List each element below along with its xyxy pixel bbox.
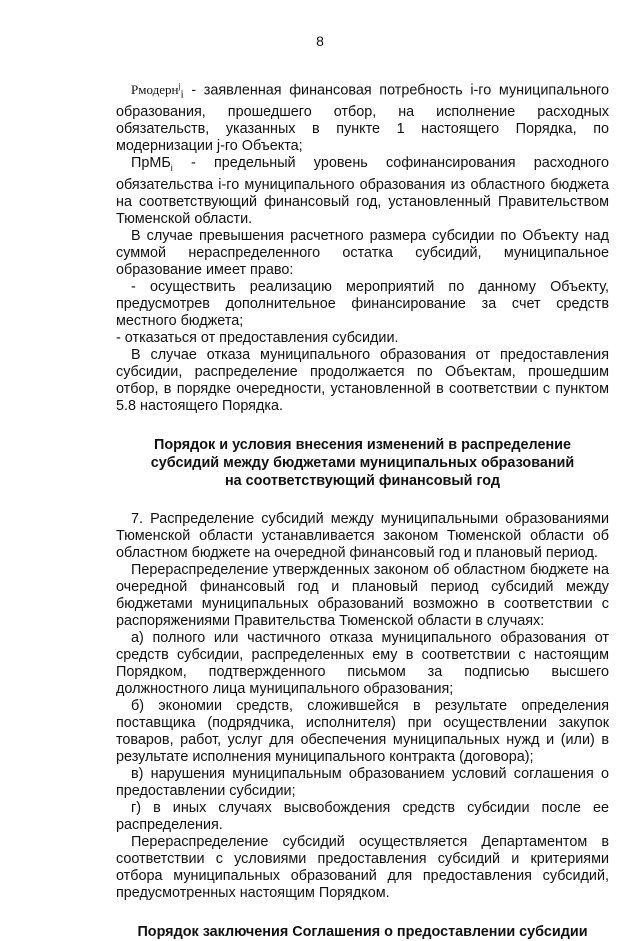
paragraph-excess-case: В случае превышения расчетного размера субсидии по Объекту над суммой нераспределенного остатка субсидий, муниципальное образование имеет право:	[116, 227, 609, 278]
paragraph-redistribution: Перераспределение утвержденных законом об областном бюджете на очередной финансовый год и плановый период субсидий между бюджетами муниципальных образований возможно в соответствии с распоряжениями Правительства Тюменской области в случаях:	[116, 561, 609, 629]
section-heading-line: субсидий между бюджетами муниципальных образований	[150, 454, 575, 471]
paragraph-case-v: в) нарушения муниципальным образованием условий соглашения о предоставлении субсидии;	[116, 765, 609, 799]
paragraph-redistribution-department: Перераспределение субсидий осуществляется Департаментом в соответствии с условиями предоставления субсидий и критериями отбора муниципальных образований для предоставления субсидий, предусмотренных настоящим Порядком.	[116, 833, 609, 901]
paragraph-case-a: а) полного или частичного отказа муниципального образования от средств субсидии, распределенных ему в соответствии с настоящим Порядком, подтвержденного письмом за подписью высшего должностного лица муниципального образования;	[116, 629, 609, 697]
paragraph-option-refuse: - отказаться от предоставления субсидии.	[116, 329, 399, 346]
paragraph-case-b: б) экономии средств, сложившейся в результате определения поставщика (подрядчика, исполнителя) при осуществлении закупок товаров, работ, услуг для обеспечения муниципальных нужд и (или) в результате исполнения муниципального контракта (договора);	[116, 697, 609, 765]
paragraph-formula-definition-1: Pмодерн$^j_i$ - заявленная финансовая потребность i-го муниципального образования, прошедшего отбор, на исполнение расходных обязательств, указанных в пункте 1 настоящего Порядка, по модернизации j-го Объекта;	[116, 82, 609, 154]
formula-symbol-rmodern: Pмодерн$^j_i$	[131, 82, 184, 101]
section-heading-line: Порядок и условия внесения изменений в распределение	[153, 436, 571, 453]
paragraph-item-7: 7. Распределение субсидий между муниципальными образованиями Тюменской области устанавливается законом Тюменской области об областном бюджете на очередной финансовый год и плановый период.	[116, 510, 609, 561]
document-body	[116, 70, 609, 941]
paragraph-case-g: г) в иных случаях высвобождения средств субсидии после ее распределения.	[116, 799, 609, 833]
section-heading-line: на соответствующий финансовый год	[224, 472, 501, 489]
paragraph-option-additional-funding: - осуществить реализацию мероприятий по данному Объекту, предусмотрев дополнительное финансирование за счет средств местного бюджета;	[116, 278, 609, 329]
paragraph-formula-definition-2: ПрМБ$_i$ - предельный уровень софинансирования расходного обязательства i-го муниципального образования из областного бюджета на соответствующий финансовый год, установленный Правительством Тюменской области.	[116, 154, 609, 227]
paragraph-refusal-case: В случае отказа муниципального образования от предоставления субсидии, распределение продолжается по Объектам, прошедшим отбор, в порядке очередности, установленной в соответствии с пунктом 5.8 настоящего Порядка.	[116, 346, 609, 414]
page-number: 8	[316, 33, 324, 49]
section-heading-changes	[116, 436, 609, 490]
section-heading-agreement: Порядок заключения Соглашения о предоставлении субсидии	[137, 923, 588, 940]
formula-symbol-prmb: ПрМБ$_i$	[131, 154, 173, 173]
